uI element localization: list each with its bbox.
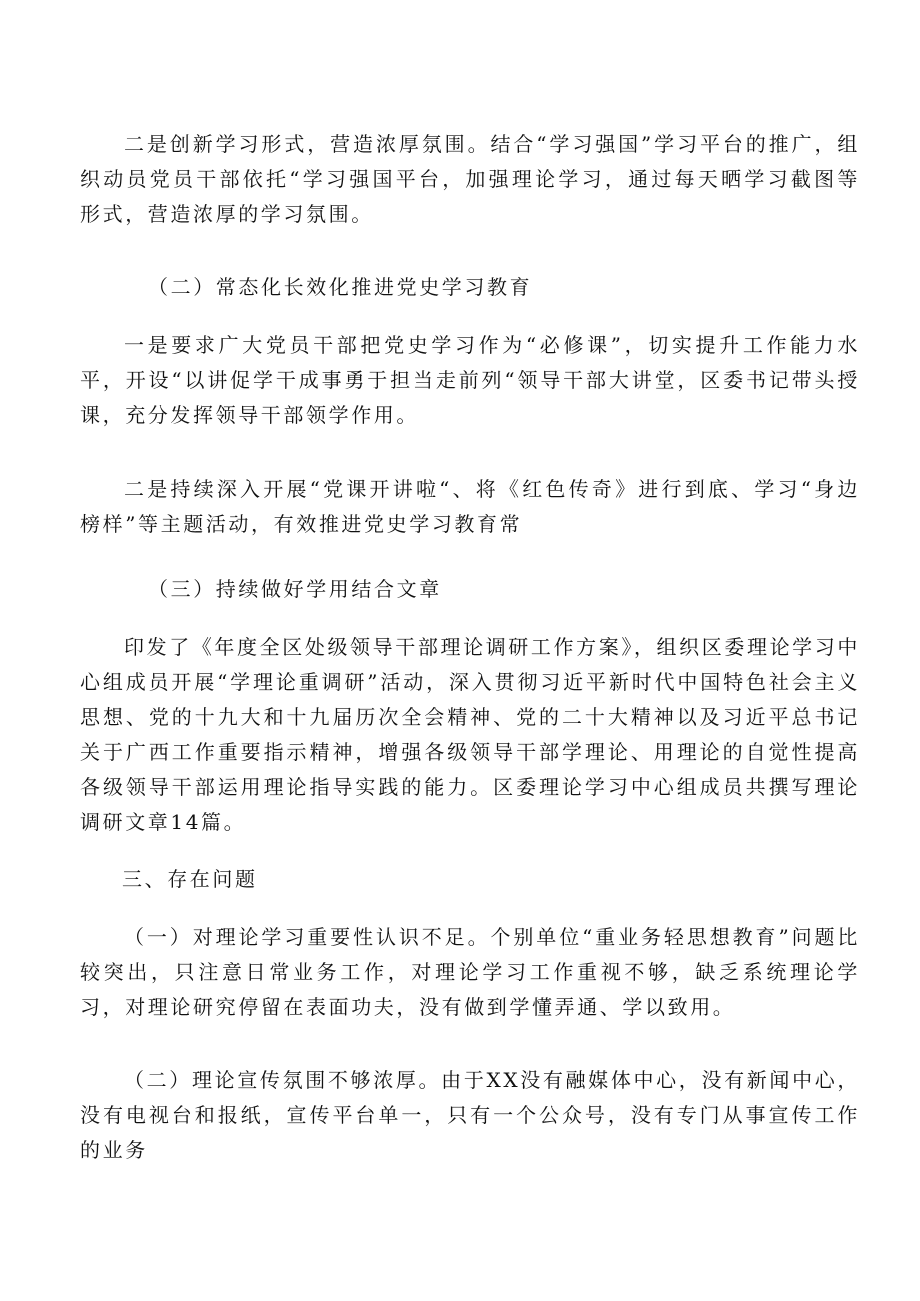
paragraph-party-lecture-activities: 二是持续深入开展“党课开讲啦“、将《红色传奇》进行到底、学习“身边榜样”等主题活动，有效推进党史学习教育常 [80,477,860,536]
chapter-heading-problems: 三、存在问题 [122,867,258,891]
paragraph-party-history-course: 一是要求广大党员干部把党史学习作为“必修课”，切实提升工作能力水平，开设“以讲促学干成事勇于担当走前列“领导干部大讲堂，区委书记带头授课，充分发挥领导干部领学作用。 [80,333,860,427]
paragraph-innovate-learning: 二是创新学习形式，营造浓厚氛围。结合“学习强国”学习平台的推广，组织动员党员干部依托“学习强国平台，加强理论学习，通过每天晒学习截图等形式，营造浓厚的学习氛围。 [80,132,860,226]
section-heading-3: （三）持续做好学用结合文章 [148,577,442,601]
paragraph-problem-2: （二）理论宣传氛围不够浓厚。由于XX没有融媒体中心，没有新闻中心，没有电视台和报纸，宣传平台单一，只有一个公众号，没有专门从事宣传工作的业务 [80,1068,860,1162]
section-heading-2: （二）常态化长效化推进党史学习教育 [148,275,533,299]
paragraph-research-plan: 印发了《年度全区处级领导干部理论调研工作方案》，组织区委理论学习中心组成员开展“学理论重调研”活动，深入贯彻习近平新时代中国特色社会主义思想、党的十九大和十九届历次全会精神、党的二十大精神以及习近平总书记关于广西工作重要指示精神，增强各级领导干部学理论、用理论的自觉性提高各级领导干部运用理论指导实践的能力。区委理论学习中心组成员共撰写理论调研文章14篇。 [80,635,860,834]
paragraph-problem-1: （一）对理论学习重要性认识不足。个别单位“重业务轻思想教育”问题比较突出，只注意日常业务工作，对理论学习工作重视不够，缺乏系统理论学习，对理论研究停留在表面功夫，没有做到学懂弄通、学以致用。 [80,925,860,1019]
